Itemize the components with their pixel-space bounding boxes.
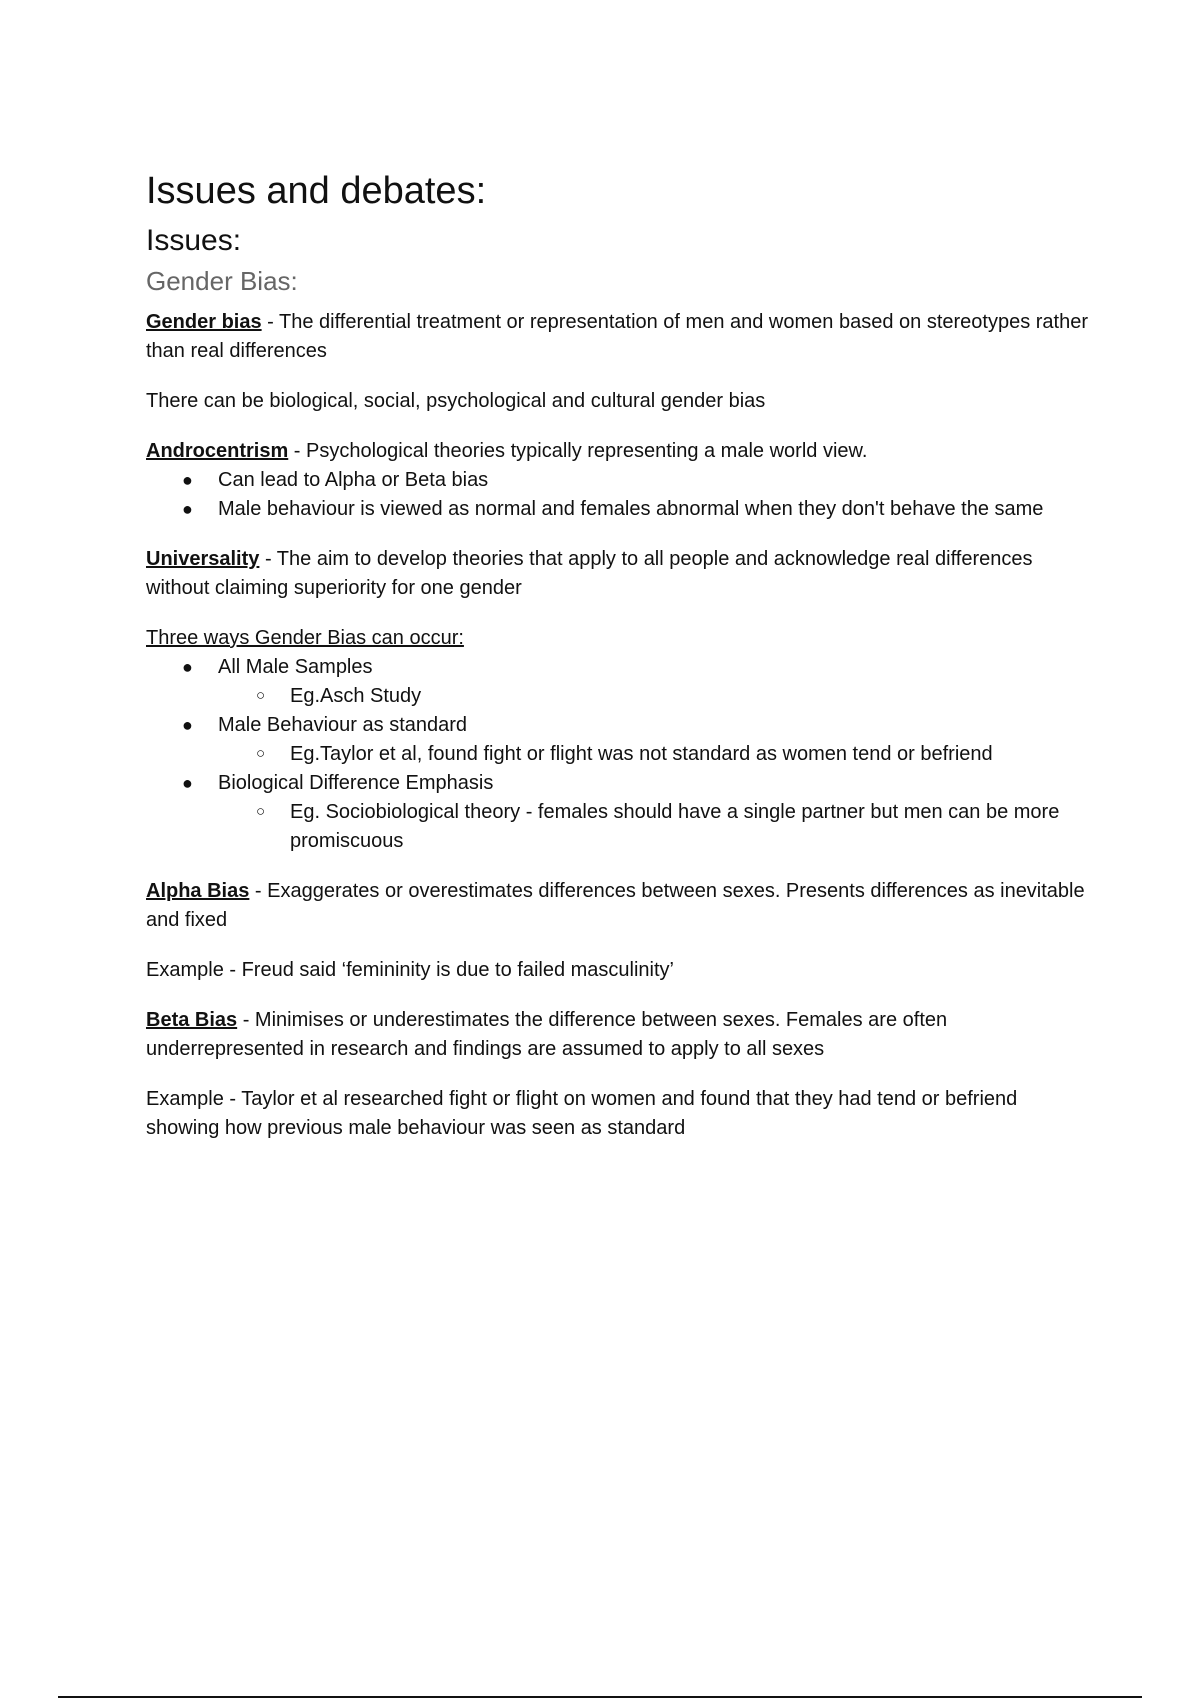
page-title: Issues and debates:: [146, 170, 487, 212]
three-ways-heading-text: Three ways Gender Bias can occur:: [146, 627, 464, 649]
document-page: [146, 168, 1096, 1164]
sub-list: [218, 798, 1096, 856]
term-universality: Universality: [146, 548, 260, 570]
list-item-text: Can lead to Alpha or Beta bias: [218, 469, 489, 491]
alpha-bias-text: - Exaggerates or overestimates differences between sexes. Presents differences as inevitable and fixed: [146, 880, 1085, 931]
sub-list-item-text: Eg.Asch Study: [290, 685, 422, 707]
sub-list-item: [218, 740, 1096, 769]
bullet-icon: ●: [182, 657, 193, 677]
list-item-text: Male Behaviour as standard: [218, 714, 468, 736]
gender-bias-text: - The differential treatment or representation of men and women based on stereotypes rather than real differences: [146, 311, 1089, 362]
sub-list-item: [218, 682, 1096, 711]
androcentrism-text: - Psychological theories typically representing a male world view.: [288, 440, 868, 462]
list-item: [146, 466, 1096, 495]
list-item-text: Biological Difference Emphasis: [218, 772, 494, 794]
three-ways-block: [146, 624, 1096, 856]
hollow-bullet-icon: ○: [256, 687, 266, 704]
sub-list: [218, 682, 1096, 711]
three-ways-list: [146, 653, 1096, 856]
term-alpha-bias: Alpha Bias: [146, 880, 250, 902]
bullet-icon: ●: [182, 499, 193, 519]
androcentrism-list: [146, 466, 1096, 524]
beta-bias-text: - Minimises or underestimates the difference between sexes. Females are often underrepresented in research and findings are assumed to apply to all sexes: [146, 1009, 948, 1060]
alpha-bias-definition: [146, 877, 1096, 935]
hollow-bullet-icon: ○: [256, 803, 266, 820]
universality-definition: [146, 545, 1096, 603]
hollow-bullet-icon: ○: [256, 745, 266, 762]
gender-bias-definition: [146, 308, 1096, 366]
androcentrism-block: [146, 437, 1096, 524]
universality-text: - The aim to develop theories that apply to all people and acknowledge real differences without claiming superiority for one gender: [146, 548, 1033, 599]
alpha-bias-example: Example - Freud said ‘femininity is due to failed masculinity’: [146, 959, 674, 981]
list-item-text: Male behaviour is viewed as normal and females abnormal when they don't behave the same: [218, 498, 1044, 520]
term-androcentrism: Androcentrism: [146, 440, 289, 462]
types-of-gender-bias: There can be biological, social, psychological and cultural gender bias: [146, 390, 766, 412]
sub-list-item-text: Eg.Taylor et al, found fight or flight was not standard as women tend or befriend: [290, 743, 993, 765]
three-ways-heading: [146, 624, 1096, 653]
section-heading-issues: Issues:: [146, 224, 242, 257]
sub-list: [218, 740, 1096, 769]
sub-list-item: [218, 798, 1096, 856]
beta-bias-example: Example - Taylor et al researched fight or flight on women and found that they had tend or befriend showing how previous male behaviour was seen as standard: [146, 1088, 1018, 1139]
list-item: [146, 711, 1096, 769]
term-beta-bias: Beta Bias: [146, 1009, 238, 1031]
bullet-icon: ●: [182, 470, 193, 490]
term-gender-bias: Gender bias: [146, 311, 262, 333]
list-item: [146, 769, 1096, 856]
bullet-icon: ●: [182, 773, 193, 793]
list-item: [146, 653, 1096, 711]
list-item: [146, 495, 1096, 524]
list-item-text: All Male Samples: [218, 656, 373, 678]
bullet-icon: ●: [182, 715, 193, 735]
sub-list-item-text: Eg. Sociobiological theory - females should have a single partner but men can be more promiscuous: [290, 801, 1060, 852]
beta-bias-definition: [146, 1006, 1096, 1064]
footer-divider: [58, 1696, 1142, 1698]
subsection-heading-gender-bias: Gender Bias:: [146, 266, 298, 296]
androcentrism-definition: [146, 437, 1096, 466]
